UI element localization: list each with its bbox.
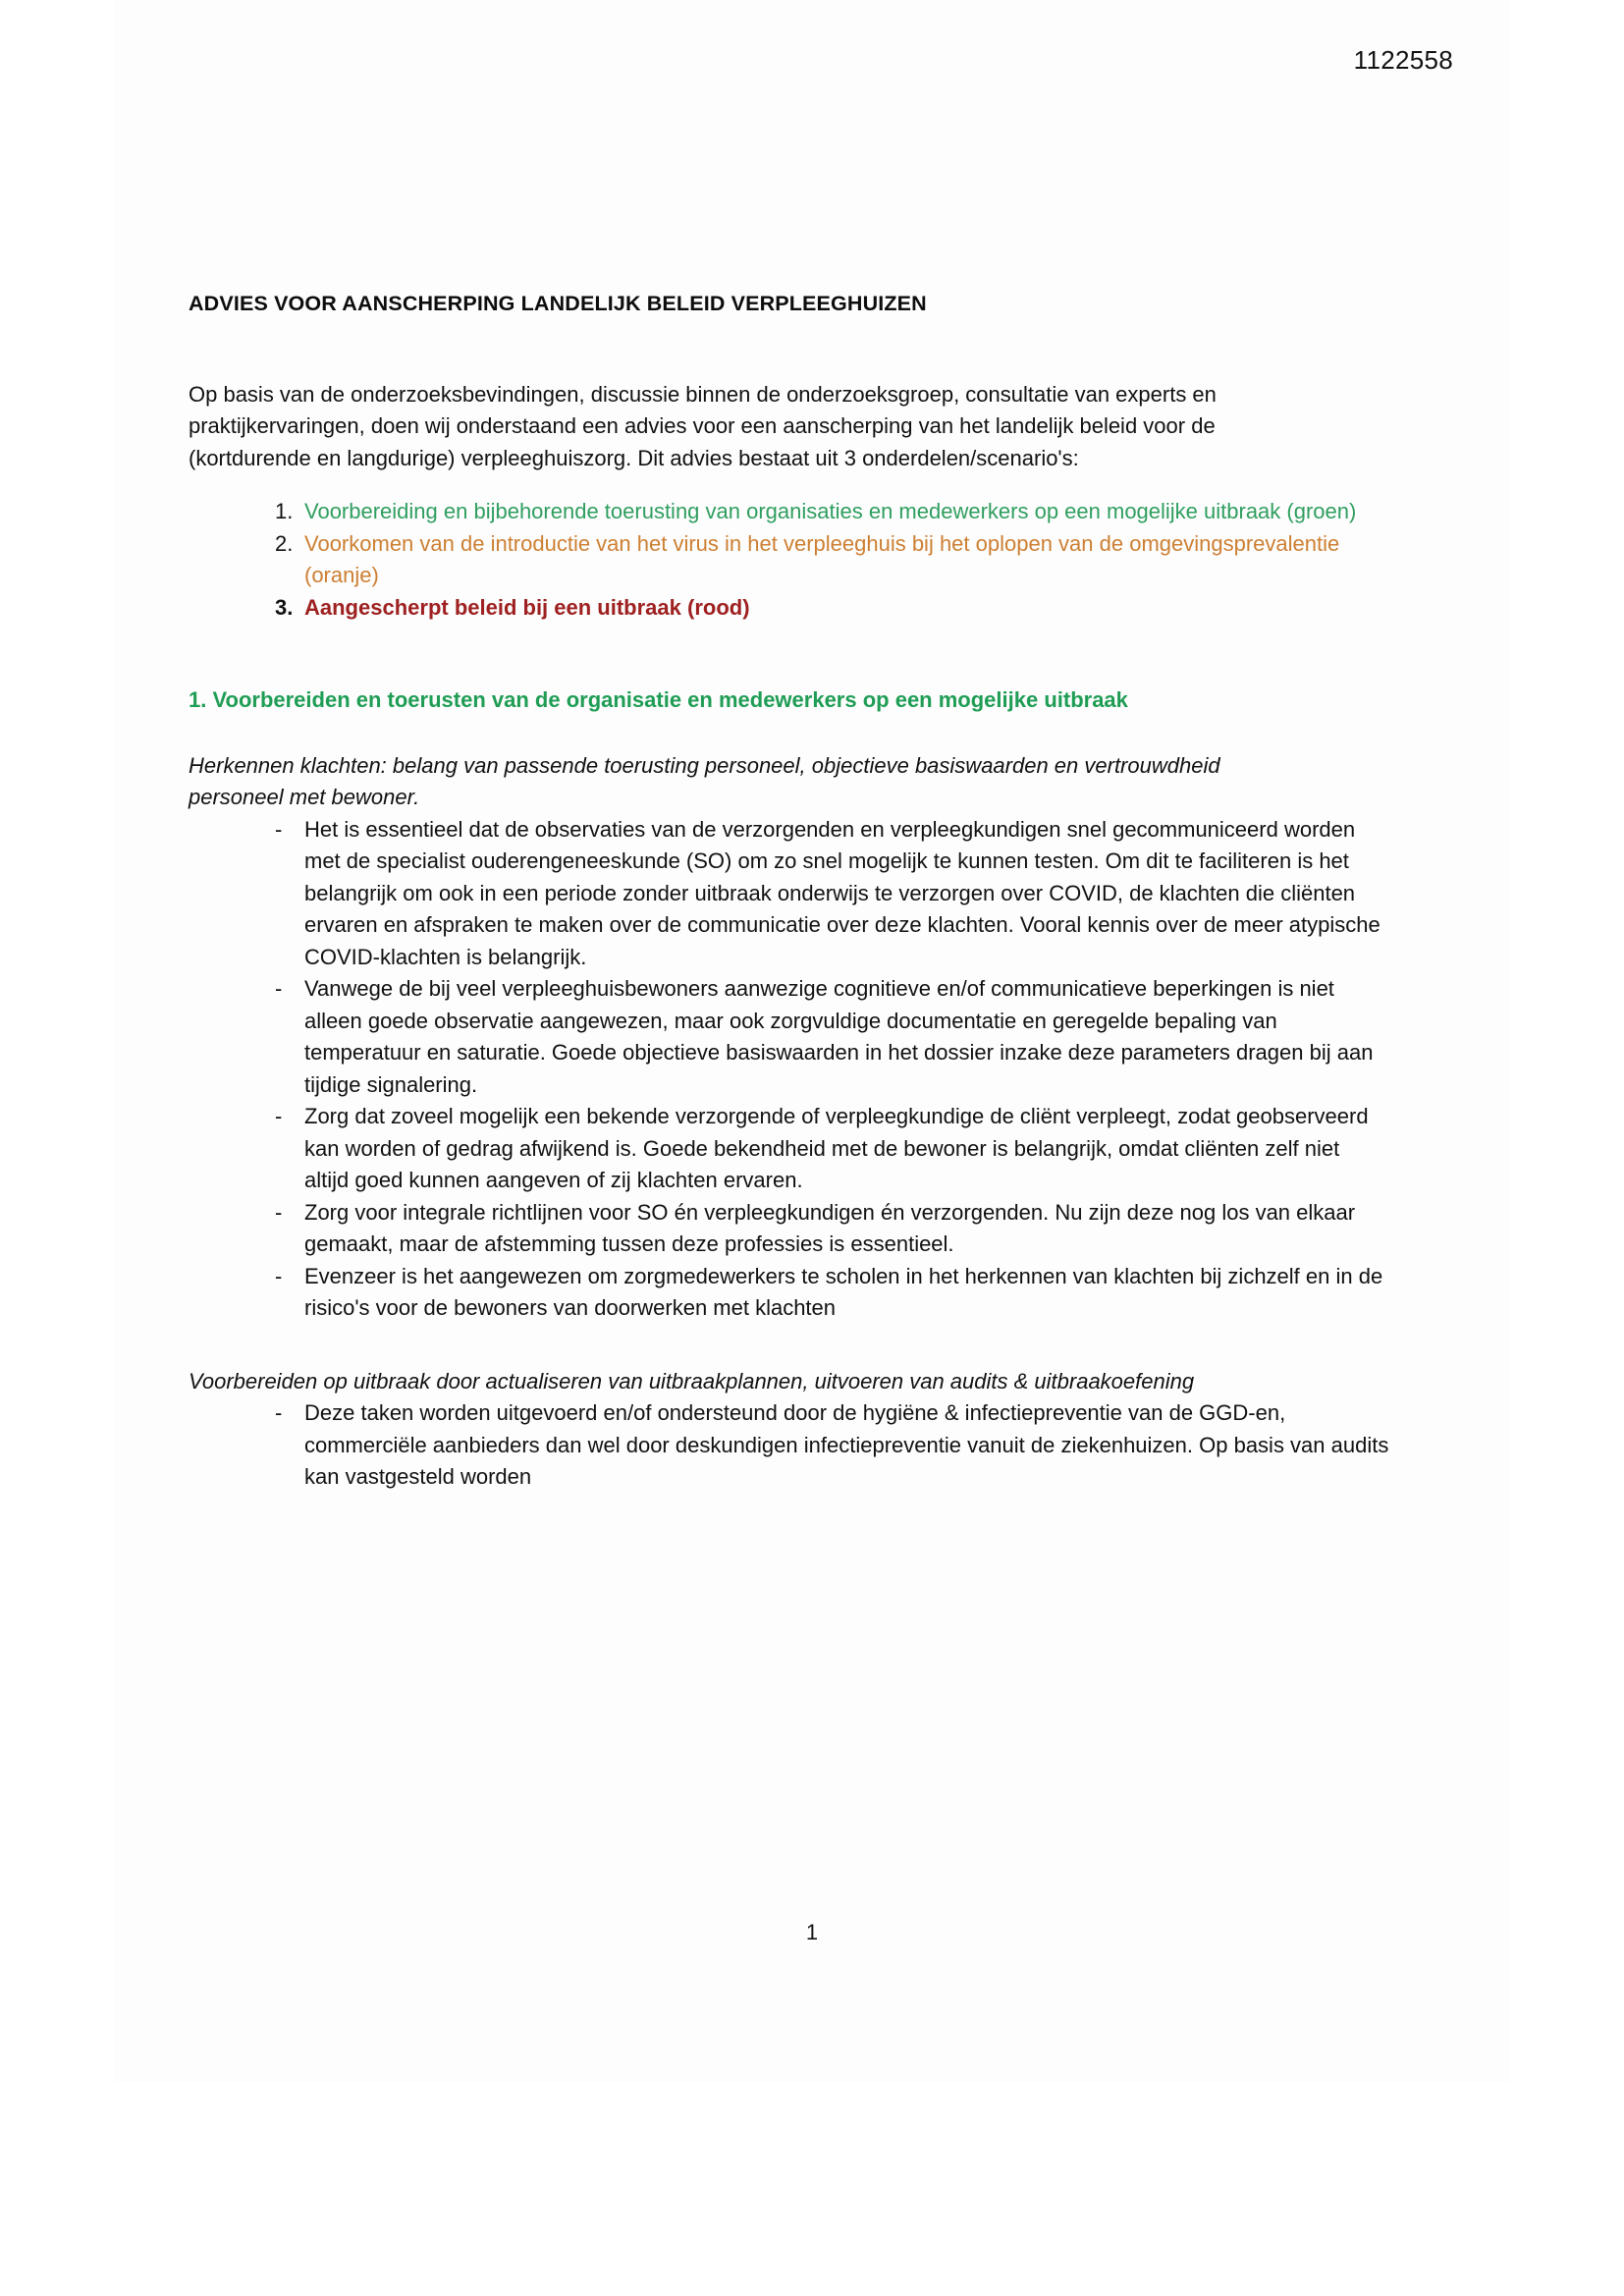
list-item: - Evenzeer is het aangewezen om zorgmedewerkers te scholen in het herkennen van klachten bij zichzelf en in de risico's voor de bewoners van doorwerken met klachten [275,1261,1389,1325]
subsection-1-subhead: Herkennen klachten: belang van passende toerusting personeel, objectieve basiswaarden en vertrouwdheid personeel met bewoner. [189,752,1220,810]
list-item: - Vanwege de bij veel verpleeghuisbewoners aanwezige cognitieve en/of communicatieve beperkingen is niet alleen goede observatie aangewezen, maar ook zorgvuldige documentatie en geregelde bepaling van temperatuur en saturatie. Goede objectieve basiswaarden in het dossier inzake deze parameters dragen bij aan tijdige signalering. [275,973,1389,1101]
document-body [189,291,1435,1494]
page-number-footer: 1 [805,1920,819,1944]
document-page [115,0,1509,2082]
section-heading: 1. Voorbereiden en toerusten van de organisatie en medewerkers op een mogelijke uitbraak [189,687,1128,713]
list-item: Aangescherpt beleid bij een uitbraak (rood) [304,594,750,620]
subsection-2-subhead: Voorbereiden op uitbraak door actualiseren van uitbraakplannen, uitvoeren van audits & uitbraakoefening [189,1368,1195,1394]
subsection-2-bullets [189,1397,1435,1494]
list-item: Voorbereiding en bijbehorende toerusting van organisaties en medewerkers op een mogelijke uitbraak (groen) [304,499,1357,524]
scenario-list [189,496,1435,624]
document-header-number: 1122558 [1353,45,1453,75]
list-item: - Deze taken worden uitgevoerd en/of ondersteund door de hygiëne & infectiepreventie van de GGD-en, commerciële aanbieders dan wel door deskundigen infectiepreventie vanuit de ziekenhuizen. Op basis van audits kan vastgesteld worden [275,1397,1389,1494]
list-item: - Zorg voor integrale richtlijnen voor SO én verpleegkundigen én verzorgenden. Nu zijn deze nog los van elkaar gemaakt, maar de afstemming tussen deze professies is essentieel. [275,1197,1389,1261]
subsection-1-bullets [189,814,1435,1325]
page-title: ADVIES VOOR AANSCHERPING LANDELIJK BELEID VERPLEEGHUIZEN [189,292,927,315]
list-item: - Het is essentieel dat de observaties van de verzorgenden en verpleegkundigen snel gecommuniceerd worden met de specialist ouderengeneeskunde (SO) om zo snel mogelijk te kunnen testen. Om dit te faciliteren is het belangrijk om ook in een periode zonder uitbraak onderwijs te verzorgen over COVID, de klachten die cliënten ervaren en afspraken te maken over de communicatie over deze klachten. Vooral kennis over de meer atypische COVID-klachten is belangrijk. [275,814,1389,974]
intro-paragraph: Op basis van de onderzoeksbevindingen, discussie binnen de onderzoeksgroep, consultatie van experts en praktijkervaringen, doen wij onderstaand een advies voor een aanscherping van het landelijk beleid voor de (kortdurende en langdurige) verpleeghuiszorg. Dit advies bestaat uit 3 onderdelen/scenario's: [189,381,1217,470]
list-item: - Zorg dat zoveel mogelijk een bekende verzorgende of verpleegkundige de cliënt verpleegt, zodat geobserveerd kan worden of gedrag afwijkend is. Goede bekendheid met de bewoner is belangrijk, omdat cliënten zelf niet altijd goed kunnen aangeven of zij klachten ervaren. [275,1101,1389,1197]
list-item: Voorkomen van de introductie van het virus in het verpleeghuis bij het oplopen van de omgevingsprevalentie (oranje) [304,530,1340,588]
